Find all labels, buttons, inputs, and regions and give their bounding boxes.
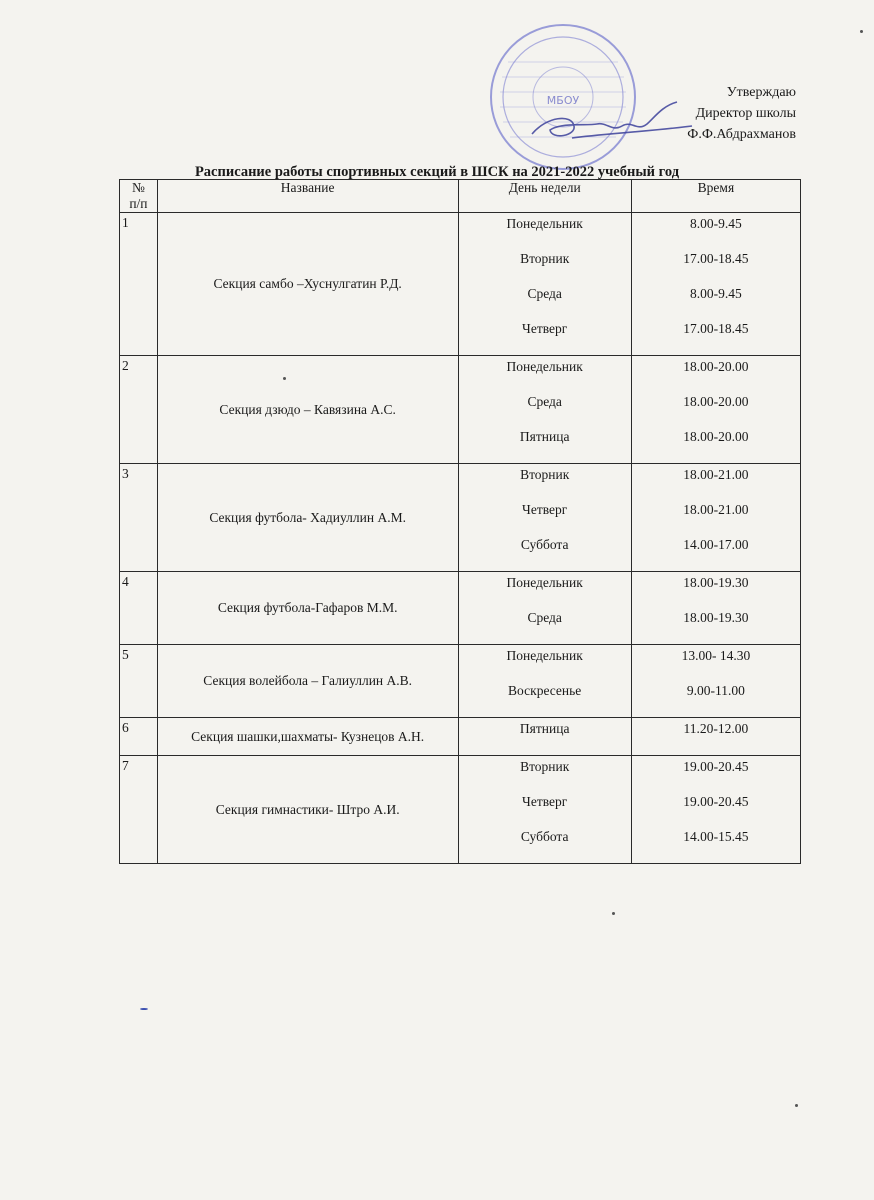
time-slot: 18.00-20.00 (683, 359, 749, 374)
table-row (120, 464, 801, 572)
approval-line-2: Директор школы (695, 106, 796, 121)
weekday: Воскресенье (508, 683, 582, 698)
section-name: Секция футбола-Гафаров М.М. (157, 572, 458, 645)
time-slot: 8.00-9.45 (690, 286, 742, 301)
section-name: Секция самбо –Хуснулгатин Р.Д. (157, 213, 458, 356)
section-name: Секция шашки,шахматы- Кузнецов А.Н. (157, 718, 458, 756)
weekday-cell (458, 572, 631, 645)
row-number: 5 (120, 645, 158, 718)
time-slot: 17.00-18.45 (683, 251, 749, 266)
time-slot: 14.00-17.00 (683, 537, 749, 552)
time-slot: 19.00-20.45 (683, 759, 749, 774)
time-slot: 14.00-15.45 (683, 829, 749, 844)
weekday: Пятница (519, 429, 570, 444)
weekday: Вторник (520, 467, 570, 482)
row-number: 1 (120, 213, 158, 356)
weekday-cell (458, 356, 631, 464)
time-slot: 18.00-19.30 (683, 575, 749, 590)
time-cell (631, 756, 800, 864)
scan-speck (795, 1104, 798, 1107)
time-slot: 17.00-18.45 (683, 321, 749, 336)
header-day: День недели (458, 180, 631, 213)
time-slot: 13.00- 14.30 (681, 648, 751, 663)
weekday: Среда (527, 286, 562, 301)
weekday: Среда (527, 394, 562, 409)
time-slot: 8.00-9.45 (690, 216, 742, 231)
weekday-cell (458, 645, 631, 718)
table-row (120, 213, 801, 356)
time-slot: 18.00-20.00 (683, 429, 749, 444)
scan-speck (612, 912, 615, 915)
table-row (120, 718, 801, 756)
time-cell (631, 356, 800, 464)
director-signature (512, 96, 702, 156)
weekday: Суббота (520, 537, 569, 552)
weekday: Понедельник (506, 575, 583, 590)
table-body (120, 213, 801, 864)
weekday-cell (458, 756, 631, 864)
approval-line-1: Утверждаю (726, 85, 796, 100)
header-name: Название (157, 180, 458, 213)
table-row (120, 645, 801, 718)
weekday: Суббота (520, 829, 569, 844)
header-time: Время (631, 180, 800, 213)
document-title: Расписание работы спортивных секций в ШСК на 2021-2022 учебный год (194, 164, 680, 180)
stamp-text: МБОУ (546, 94, 580, 107)
scan-speck (860, 30, 863, 33)
time-slot: 19.00-20.45 (683, 794, 749, 809)
time-cell (631, 213, 800, 356)
weekday: Понедельник (506, 648, 583, 663)
row-number: 2 (120, 356, 158, 464)
row-number: 7 (120, 756, 158, 864)
time-cell (631, 464, 800, 572)
weekday-cell (458, 464, 631, 572)
time-slot: 18.00-20.00 (683, 394, 749, 409)
weekday-cell (458, 213, 631, 356)
weekday: Вторник (520, 759, 570, 774)
scan-speck (283, 377, 286, 380)
section-name: Секция волейбола – Галиуллин А.В. (157, 645, 458, 718)
table-row (120, 356, 801, 464)
approval-line-3: Ф.Ф.Абдрахманов (687, 127, 796, 142)
time-slot: 11.20-12.00 (683, 721, 749, 736)
table-row (120, 572, 801, 645)
section-name: Секция гимнастики- Штро А.И. (157, 756, 458, 864)
weekday-cell (458, 718, 631, 756)
weekday: Понедельник (506, 216, 583, 231)
weekday: Среда (527, 610, 562, 625)
time-slot: 9.00-11.00 (686, 683, 745, 698)
schedule-table (119, 179, 801, 864)
header-number (120, 180, 158, 213)
time-slot: 18.00-21.00 (683, 502, 749, 517)
table-row (120, 756, 801, 864)
time-cell (631, 718, 800, 756)
weekday: Четверг (522, 321, 568, 336)
table-header-row (120, 180, 801, 213)
row-number: 4 (120, 572, 158, 645)
section-name: Секция футбола- Хадиуллин А.М. (157, 464, 458, 572)
scan-speck (140, 1008, 148, 1010)
time-cell (631, 572, 800, 645)
weekday: Четверг (522, 502, 568, 517)
time-slot: 18.00-19.30 (683, 610, 749, 625)
row-number: 3 (120, 464, 158, 572)
approval-block (687, 82, 796, 145)
row-number: 6 (120, 718, 158, 756)
time-cell (631, 645, 800, 718)
header-number-line2: п/п (129, 196, 148, 211)
weekday: Пятница (519, 721, 570, 736)
weekday: Четверг (522, 794, 568, 809)
header-number-line1: № (131, 180, 145, 195)
weekday: Понедельник (506, 359, 583, 374)
section-name: Секция дзюдо – Кавязина А.С. (157, 356, 458, 464)
weekday: Вторник (520, 251, 570, 266)
time-slot: 18.00-21.00 (683, 467, 749, 482)
